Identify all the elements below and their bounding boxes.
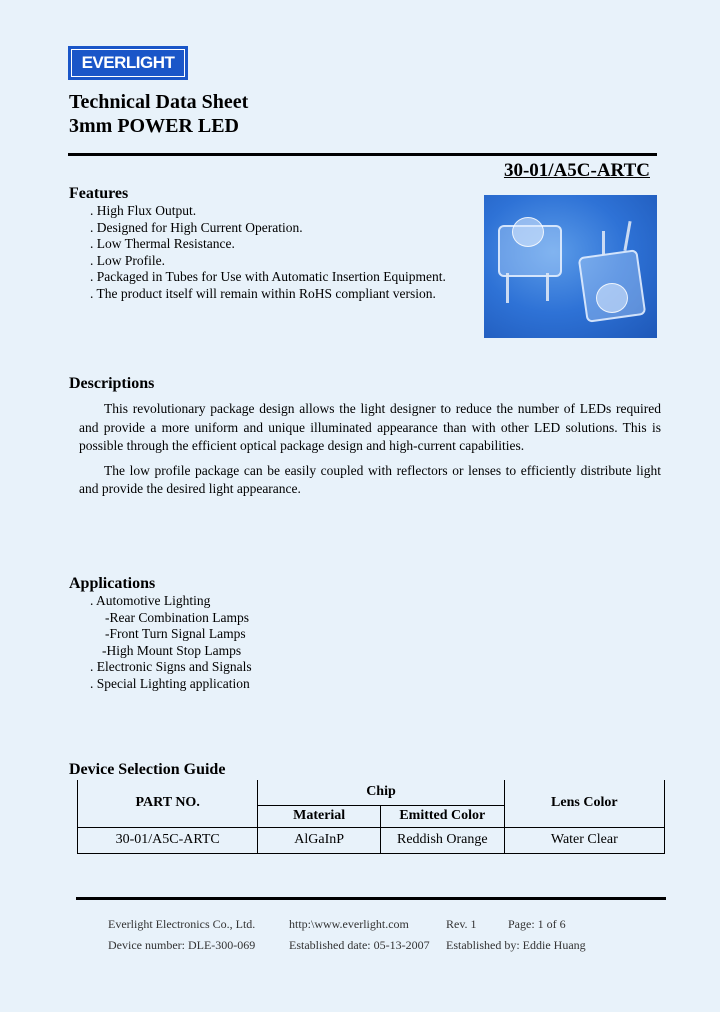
feature-item: . Designed for High Current Operation. (90, 219, 303, 235)
header-emitted-color: Emitted Color (380, 805, 504, 827)
features-list (90, 203, 446, 303)
device-selection-table (77, 780, 665, 854)
part-number-heading: 30-01/A5C-ARTC (503, 160, 650, 181)
led-left-dome (512, 217, 544, 247)
footer-rev: Rev. 1 (446, 917, 477, 931)
application-item: . Electronic Signs and Signals (90, 659, 252, 675)
footer-established-by: Established by: Eddie Huang (446, 938, 586, 952)
cell-lens-color: Water Clear (504, 827, 664, 853)
logo-text: EVERLIGHT (71, 49, 185, 77)
table-row (78, 827, 665, 853)
cell-part-no: 30-01/A5C-ARTC (78, 827, 258, 853)
applications-list (90, 593, 252, 693)
feature-item: . The product itself will remain within RoHS compliant version. (90, 285, 436, 301)
header-lens-color: Lens Color (504, 780, 664, 827)
application-subitem: -Rear Combination Lamps (105, 609, 249, 625)
application-item: . Automotive Lighting (90, 593, 211, 608)
feature-item: . Packaged in Tubes for Use with Automatic Insertion Equipment. (90, 269, 446, 285)
led-left-leg-2 (546, 273, 549, 301)
led-right-leg-2 (623, 221, 631, 251)
led-left-leg-1 (506, 273, 509, 303)
footer-company: Everlight Electronics Co., Ltd. (108, 917, 256, 931)
led-right-dome (596, 283, 628, 313)
everlight-logo (68, 46, 188, 80)
feature-item: . Low Profile. (90, 252, 165, 268)
footer-url[interactable]: http:\www.everlight.com (289, 917, 409, 931)
features-heading: Features (69, 185, 129, 202)
cell-emitted-color: Reddish Orange (380, 827, 504, 853)
application-subitem: -Front Turn Signal Lamps (105, 626, 246, 642)
footer-page: Page: 1 of 6 (508, 917, 566, 931)
applications-heading: Applications (69, 575, 156, 592)
cell-material: AlGaInP (258, 827, 381, 853)
descriptions-heading: Descriptions (69, 375, 155, 392)
description-paragraph: This revolutionary package design allows the light designer to reduce the number of LEDs required and provide a more uniform and unique illuminated appearance than with other LED solutions. This is possible through the efficient optical package design and high-current capabilities. (79, 401, 661, 453)
footer-established-date: Established date: 05-13-2007 (289, 938, 430, 952)
product-photo (484, 195, 657, 338)
header-chip: Chip (258, 780, 504, 805)
header-material: Material (258, 805, 381, 827)
feature-item: . Low Thermal Resistance. (90, 236, 235, 252)
application-item: . Special Lighting application (90, 675, 250, 691)
top-divider (68, 153, 657, 156)
feature-item: . High Flux Output. (90, 203, 197, 218)
title-line-1: Technical Data Sheet (69, 91, 249, 113)
header-part-no: PART NO. (78, 780, 258, 827)
footer-device-number: Device number: DLE-300-069 (108, 938, 256, 952)
footer-divider (76, 897, 666, 900)
document-title (69, 90, 248, 138)
device-selection-guide-heading: Device Selection Guide (69, 761, 226, 778)
led-right-leg-1 (602, 231, 605, 255)
application-subitem: -High Mount Stop Lamps (102, 642, 242, 658)
description-paragraph: The low profile package can be easily coupled with reflectors or lenses to efficiently distribute light and provide the desired light appearance. (79, 462, 661, 496)
title-line-2: 3mm POWER LED (69, 115, 239, 137)
descriptions-body (79, 400, 661, 499)
